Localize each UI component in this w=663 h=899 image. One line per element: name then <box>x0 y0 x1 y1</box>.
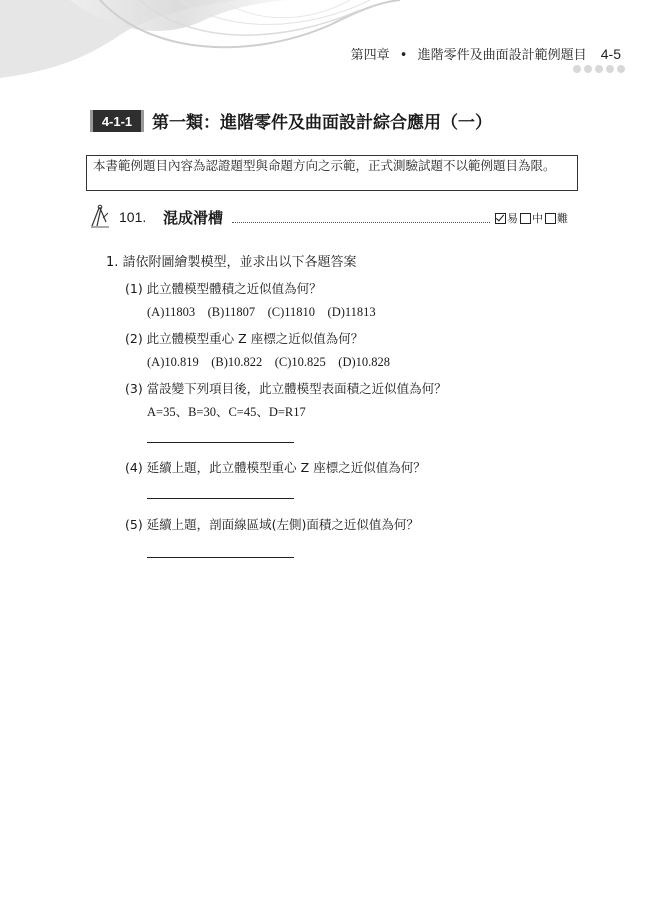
question-item-2: (2) 此立體模型重心 Z 座標之近似值為何？ <box>125 331 364 346</box>
difficulty-hard-label: 難 <box>557 212 568 225</box>
question-item-3: (3) 當設變下列項目後，此立體模型表面積之近似值為何？ <box>125 381 447 396</box>
problem-number: 101. <box>119 209 147 225</box>
running-header <box>351 44 621 63</box>
difficulty-medium-checkbox-icon <box>520 213 531 224</box>
answer-blank-3 <box>147 442 294 443</box>
difficulty-indicator <box>495 210 570 226</box>
question-item-2-options: (A)10.819 (B)10.822 (C)10.825 (D)10.828 <box>147 355 391 369</box>
answer-blank-4 <box>147 498 294 499</box>
question-main: 1. 請依附圖繪製模型，並求出以下各題答案 <box>106 255 357 270</box>
header-separator: • <box>399 48 408 63</box>
question-item-1: (1) 此立體模型體積之近似值為何？ <box>125 281 322 296</box>
answer-blank-5 <box>147 557 294 558</box>
section-title: 第一類：進階零件及曲面設計綜合應用（一） <box>152 113 492 133</box>
page-number: 4-5 <box>600 46 621 62</box>
difficulty-hard-checkbox-icon <box>545 213 556 224</box>
question-item-3-options: A=35、B=30、C=45、D=R17 <box>147 405 306 419</box>
question-item-1-options: (A)11803 (B)11807 (C)11810 (D)11813 <box>147 305 376 319</box>
compass-pen-icon <box>89 204 111 228</box>
chapter-title: 進階零件及曲面設計範例題目 <box>417 48 587 63</box>
problem-name: 混成滑槽 <box>163 209 224 227</box>
section-badge: 4-1-1 <box>93 110 141 132</box>
notice-box: 本書範例題目內容為認證題型與命題方向之示範，正式測驗試題不以範例題目為限。 <box>86 155 578 191</box>
chapter-label: 第四章 <box>350 48 390 63</box>
difficulty-easy-checkbox-icon <box>495 213 506 224</box>
dotted-leader <box>232 222 490 223</box>
question-item-5: (5) 延續上題，剖面線區域(左側)面積之近似值為何？ <box>125 517 419 532</box>
header-dots-decoration <box>573 65 625 73</box>
question-item-4: (4) 延續上題，此立體模型重心 Z 座標之近似值為何？ <box>125 460 426 475</box>
difficulty-easy-label: 易 <box>507 212 518 225</box>
difficulty-medium-label: 中 <box>532 212 543 225</box>
